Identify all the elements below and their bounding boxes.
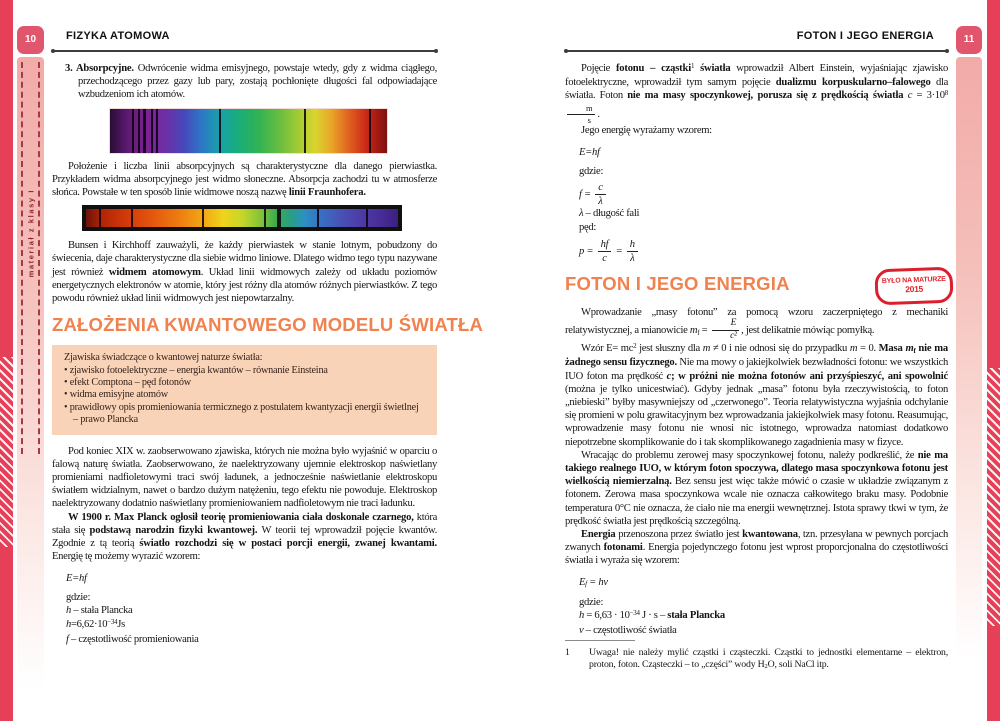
formula-p-eq1: = [586,245,594,257]
photon-b1: światła [694,63,731,74]
planck-r2: Energię tę możemy wyrazić wzorem: [52,551,201,563]
quantum-box-item: • widma emisyjne atomów [64,389,425,401]
absorption-line [132,109,134,153]
meters-per-second-fraction [567,104,595,125]
footnote-sub: 2 [764,663,768,671]
para-fraunhofer [52,160,437,200]
left-page [52,26,484,646]
left-edge-band [0,0,13,721]
quant-b0: Energia [581,529,616,541]
emc-b1: nie ma żadnego sensu fizycznego. [565,343,948,369]
fraction-hf-c [598,239,612,264]
list-item-absorpcyjne [52,62,437,102]
para-bunsen-r1: . Układ linii widmowych zależy od układu poziomów energetycznych elektronów w atomie, który jest różny dla atomów różnych pierwiastków. Z tego powodu również układ linii widmowych jest niepowtarzalny. [52,266,437,305]
frac-num-c: c [595,182,605,195]
mass-m-sub: f [697,328,700,337]
iuo-r1: Bez sensu jest więc także mówić o czasie w układzie związanym z fotonem. Zerowa masa spoczynkowa wcale nie oznacza całkowitego braku masy. Podobnie temperatura 0°C nie oznacza, że ciało nie ma energii wewnętrznej. Istota sprawy tkwi w tym, że prędkość światła jest prędkością szczególną. [565,476,948,527]
momentum-label [579,221,948,235]
absorption-line [366,209,368,227]
emc-bi1: c [666,370,672,382]
right-edge-band [987,0,1000,721]
mass-r0: Wprowadzanie „masy fotonu” za pomocą wzoru zaczerpniętego z mechaniki relatywistycznej, a mianowicie [565,307,948,337]
def-h-text: – stała Plancka [71,604,133,616]
frac-den-lambda2: λ [630,252,635,264]
dashed-line-right [38,62,40,454]
planck-bold-0: W 1900 r. Max Planck ogłosił teorię promieniowania ciała doskonale czarnego, [68,511,414,523]
para-iuo [565,449,948,528]
photon-r1: wprowadził Albert Einstein, wyjaśniając zjawisko fotoelektryczne, wprowadził tym samym pojęcie [565,63,948,89]
absorption-line [151,109,153,153]
para-bunsen-r0: Bunsen i Kirchhoff zauważyli, że każdy pierwiastek w stanie lotnym, pobudzony do świecenia, daje charakterystyczne dla siebie widmo liniowe. Dlatego widmo tego typu nazywane jest również [52,240,437,278]
absorption-spectrum-figure [110,109,387,153]
emc-r1: jest słuszny dla [636,343,703,355]
running-header-left [52,26,437,46]
ef-rhs: = hν [586,576,608,588]
absorption-line [369,109,371,153]
def-h-right-mid: J · s – [639,610,668,622]
matura-stamp-line1: BYŁO NA MATURZE [881,275,946,286]
left-edge-stripes [0,357,13,547]
section-heading-left: ZAŁOŻENIA KWANTOWEGO MODELU ŚWIATŁA [52,314,484,336]
para-energy-intro [565,124,948,137]
matura-stamp [874,267,953,306]
def-h-right-sym: h [579,610,584,622]
frac-num-e: E [712,319,740,331]
iuo-r0: Wracając do problemu zerowej masy spoczynkowej fotonu, należy podkreślić, że [581,449,918,461]
emc-bi0: m [905,343,914,355]
quant-b1: kwantowana [742,529,798,541]
header-rule-right [565,50,948,52]
list-item-marker: 3. [65,63,76,74]
absorption-line [143,109,146,153]
para-mass [565,306,948,342]
absorption-line [138,109,140,153]
absorption-line [202,209,204,227]
absorption-line [277,209,281,227]
footnote-r0: Uwaga! nie należy mylić cząstki i cząsteczki. Cząstki to jednostki elementarne – elektron, proton, foton. Cząsteczki – to „części” wody H [589,647,948,670]
emc-r3: = 0. [857,343,879,355]
def-h [66,604,437,618]
emc-r4: Nie ma mowy o jakiejkolwiek bezwładności fotonu: we wszystkich IUO foton ma prędkość [565,357,948,382]
def-h-right-body: = 6,63 · 10 [584,610,630,622]
quant-r0: przenoszona przez światło jest [615,529,743,541]
running-header-right-text: FOTON I JEGO ENERGIA [796,30,934,42]
mass-r1: , jest delikatnie mówiąc pomyłką. [741,325,875,337]
running-header-left-text: FIZYKA ATOMOWA [66,30,170,42]
emc-r5: (można je tylko unicestwiać). Gdyby jednak „masa” fotonu była rzeczywistością, to foton „niebieski” byłby masywniejszy od „czerwonego”. Teoria relatywistyczna wyjaśnia odchylanie się promieni w polu grawitacyjnym bez wprowadzania jakiejkolwiek masy fotonu. Reasumując, wprowadzenie masy fotonu nie wnosi nic istotnego, wprowadza natomiast dodatkowo niepotrzebne skomplikowanie do i tak skomplikowanego zagadnienia masy w fizyce. [565,383,948,448]
running-header-right [565,26,948,46]
frac-den-lambda: λ [598,196,603,208]
def-nu-sym: ν [579,624,584,636]
header-rule-left [52,50,437,52]
emc-sup0: 2 [633,342,637,351]
mass-eq: = [699,325,710,337]
planck-bold-2: światło rozchodzi się w postaci porcji energii, zwanej kwantami. [139,538,437,550]
emc-i1: m [849,343,858,355]
list-item-lead: Absorpcyjne. [75,63,134,74]
absorption-line [219,109,221,153]
def-h-value-sym: h [66,618,71,630]
quant-r1: , tzn. przesyłana w pewnych porcjach zwanych [565,529,948,554]
frac-den-s: s [587,114,591,125]
quantum-box-title: Zjawiska świadczące o kwantowej naturze światła: [64,352,263,364]
formula-e-hf-right: E=hf [579,146,600,158]
photon-b0: fotonu – cząstki [615,63,691,74]
def-nu-text: – częstotliwość światła [583,624,677,636]
para-planck [52,511,437,564]
footnote-r1: O, soli NaCl itp. [767,658,829,670]
def-h-value-exp: −34 [107,617,118,626]
photon-r0: Pojęcie [581,63,616,74]
def-f-text: – częstotliwość promieniowania [68,633,199,645]
def-h-value-body: =6,62·10 [71,618,108,630]
def-lambda-text: – długość fali [583,208,640,220]
photon-r3: = 3·10 [912,90,945,102]
absorption-line [304,109,306,153]
fraunhofer-bold: linii Fraunhofera. [288,187,366,199]
ef-lhs: E [579,576,586,588]
def-lambda [579,207,948,221]
quantum-box-item: • efekt Comptona – pęd fotonów [64,377,425,389]
quantum-nature-box [52,345,437,434]
emc-b2: ; w próżni nie można fotonów ani przyśpieszyć, ani spowolnić [671,370,948,382]
absorption-line [317,209,319,227]
sidebar-vertical-label: materiał z klasy I [26,189,35,278]
fraction-h-lambda [627,239,638,264]
formula-p-eq2: = [615,245,623,257]
absorption-line [264,209,266,227]
iuo-b0: nie ma takiego realnego IUO, w którym foton spoczywa, dlatego masa spoczynkowa fotonu jest wielkością niemierzalną. [565,449,949,488]
photon-r4: . [597,108,600,120]
def-h-right-bold: stała Plancka [667,610,726,622]
footnote-marker-inline: 1 [690,61,695,70]
dashed-line-left [21,62,23,454]
absorption-line [156,109,158,153]
para-photon [565,62,948,124]
photon-b3: nie ma masy spoczynkowej, porusza się z prędkością światła [627,90,908,102]
frac-num-m: m [567,104,595,115]
planck-r0: która stała się [52,511,437,536]
quant-r2: . Energia pojedynczego fotonu jest wprost proporcjonalna do częstotliwości światła i wyraża się wzorem: [565,542,948,567]
right-page-content [565,52,948,638]
formula-f-eq: = [584,189,591,201]
quantum-box-item: • prawidłowy opis promieniowania termicznego z postulatem kwantyzacji energii świetlnej – prawo Plancka [64,402,425,427]
formula-ef-hv [579,576,948,590]
right-page [565,26,949,671]
emc-r2: ≠ 0 i nie odnosi się do przypadku [710,343,850,355]
planck-bold-1: podstawą narodzin fizyki kwantowej. [89,524,258,536]
absorption-line [99,209,101,227]
para-quantized [565,528,948,568]
photon-r2: dla światła. Foton [565,77,948,102]
right-pink-band [956,57,982,657]
formula-e-hf-left: E=hf [66,572,87,584]
right-edge-stripes [987,368,1000,626]
emc-b0: Masa [878,343,906,355]
footnote [565,640,948,672]
left-page-content [52,52,484,646]
frac-den-c2: c² [730,331,737,342]
class-material-band [17,57,44,689]
absorption-line [131,209,133,227]
page-number-tab-right: 11 [956,26,982,54]
footnote-separator [565,640,635,641]
frac-num-hf: hf [598,239,612,252]
formula-p-lhs: p [579,245,584,257]
planck-r1: W teorii tej wprowadził pojęcie kwantów. Zgodnie z tą teorią [52,524,437,550]
gdzie-label-left: gdzie: [66,591,91,603]
def-h-sym: h [66,604,71,616]
emc-i0: m [702,343,711,355]
energy-intro-text: Jego energię wyrażamy wzorem: [581,125,712,137]
def-h-value [66,618,437,633]
emc-r0: Wzór E= mc [581,343,634,355]
formula-frequency [579,182,948,207]
ef-sub: f [585,580,587,589]
def-h-right-exp: −34 [629,608,640,617]
footnote-number: 1 [565,647,570,658]
photon-exp: 8 [944,89,948,98]
def-f-sym: f [66,633,69,645]
formula-momentum [579,239,948,264]
solar-spectrum-figure [82,205,402,231]
para-bunsen [52,239,437,305]
formula-f-lhs: f [579,189,582,201]
matura-stamp-line2: 2015 [905,283,924,295]
frac-den-c: c [602,252,607,264]
photon-c-symbol: c [907,90,913,102]
para-bunsen-bold: widmem atomowym [108,266,201,278]
footnote-body [565,647,948,672]
def-h-value-right [579,609,948,624]
page-number-tab-left: 10 [17,26,44,54]
gdzie-label-right-2: gdzie: [579,596,604,608]
section-heading-row [565,274,948,296]
def-lambda-sym: λ [579,208,584,220]
footnote-text [589,647,948,672]
quant-b2: fotonami [603,542,643,554]
fraction-c-lambda [595,182,605,207]
para-xix [52,445,437,511]
section-heading-right: FOTON I JEGO ENERGIA [565,273,790,295]
fraction-e-c2 [712,319,740,342]
def-h-value-unit: Js [117,618,125,630]
para-fraunhofer-text: Położenie i liczba linii absorpcyjnych są charakterystyczne dla danego pierwiastka. Przykładem widma absorpcyjnego jest widmo słoneczne. Absorpcja zachodzi tu w atmosferze słońca. Powstałe w ten sposób linie widmowe noszą nazwę [52,160,437,199]
frac-num-h: h [627,239,638,252]
def-f [66,633,437,647]
mass-m-sym: m [689,325,698,337]
para-emc [565,342,948,449]
list-item-text: Odwrócenie widma emisyjnego, powstaje wtedy, gdy z widma ciągłego, przechodzącego przez gazy lub pary, zostają pochłonięte długości fal odpowiadające wzbudzeniom ich atomów. [78,63,437,101]
photon-b2: dualizmu korpuskularno–falowego [775,77,931,89]
emc-bsub0: f [913,346,916,355]
def-nu [579,624,948,638]
gdzie-label-right-1: gdzie: [579,165,604,177]
momentum-label-text: pęd: [579,222,597,234]
para-xix-text: Pod koniec XIX w. zaobserwowano zjawiska, których nie można było wyjaśnić w oparciu o falową naturę światła. Zaobserwowano, że naelektryzowany ujemnie elektroskop naświetlany promieniami nadfioletowymi traci swój ładunek, a jednocześnie naświetlanie elektroskopu światłem widzialnym, nawet o bardzo dużym natężeniu, tego efektu nie powoduje. Elektroskop naelektryzowany dodatnio naświetlany promieniowaniem nadfioletowym nie traci ładunku. [52,445,437,510]
quantum-box-item: • zjawisko fotoelektryczne – energia kwantów – równanie Einsteina [64,365,425,377]
